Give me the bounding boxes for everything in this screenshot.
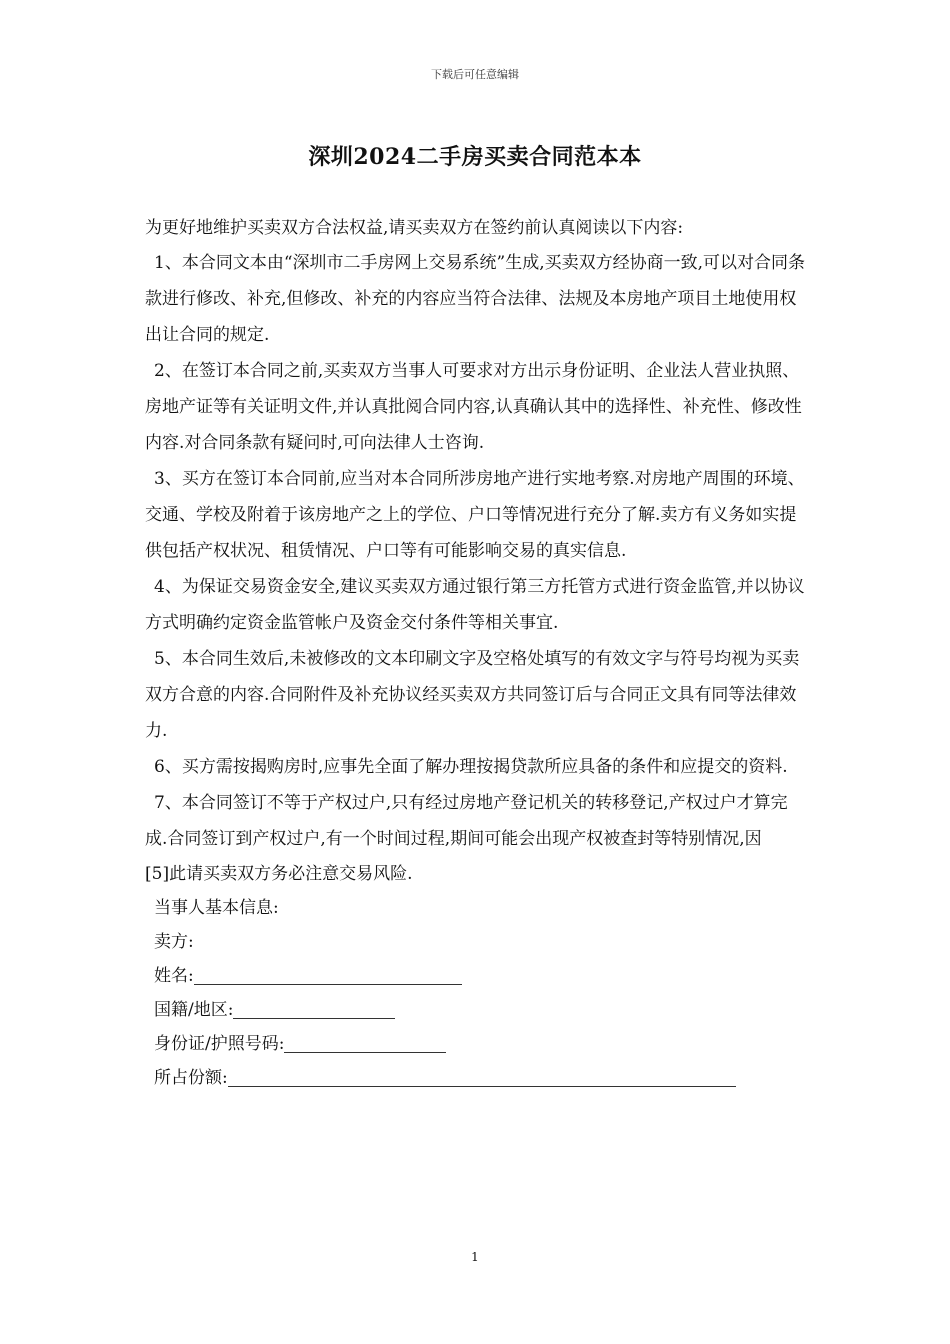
- seller-heading: [145, 925, 810, 959]
- page-header: 下载后可任意编辑: [431, 68, 519, 81]
- share-row: [145, 1061, 810, 1095]
- seller-label: 卖方:: [154, 932, 194, 952]
- party-info-heading: [145, 891, 810, 925]
- clause-7: 7、本合同签订不等于产权过户,只有经过房地产登记机关的转移登记,产权过户才算完成.合同签订到产权过户,有一个时间过程,期间可能会出现产权被查封等特别情况,因: [145, 793, 788, 849]
- share-field[interactable]: [228, 1066, 736, 1087]
- nationality-row: [145, 993, 810, 1027]
- nationality-label: 国籍/地区:: [154, 1000, 234, 1020]
- name-label: 姓名:: [154, 966, 194, 986]
- clause-6: 6、买方需按揭购房时,应事先全面了解办理按揭贷款所应具备的条件和应提交的资料.: [154, 757, 788, 777]
- clause-3: 3、买方在签订本合同前,应当对本合同所涉房地产进行实地考察.对房地产周围的环境、交通、学校及附着于该房地产之上的学位、户口等情况进行充分了解.卖方有义务如实提供包括产权状况、租赁情况、户口等有可能影响交易的真实信息.: [145, 469, 805, 561]
- id-row: [145, 1027, 810, 1061]
- page-number: 1: [471, 1250, 479, 1264]
- clause-1: 1、本合同文本由“深圳市二手房网上交易系统”生成,买卖双方经协商一致,可以对合同条款进行修改、补充,但修改、补充的内容应当符合法律、法规及本房地产项目土地使用权出让合同的规定.: [145, 253, 806, 345]
- party-info-label: 当事人基本信息:: [154, 898, 279, 918]
- clause-5: 5、本合同生效后,未被修改的文本印刷文字及空格处填写的有效文字与符号均视为买卖双方合意的内容.合同附件及补充协议经买卖双方共同签订后与合同正文具有同等法律效力.: [145, 649, 800, 741]
- nationality-field[interactable]: [233, 998, 395, 1019]
- id-label: 身份证/护照号码:: [154, 1034, 285, 1054]
- name-row: [145, 959, 810, 993]
- document-body: [145, 211, 810, 1095]
- name-field[interactable]: [194, 964, 462, 985]
- clause-2: 2、在签订本合同之前,买卖双方当事人可要求对方出示身份证明、企业法人营业执照、房地产证等有关证明文件,并认真批阅合同内容,认真确认其中的选择性、补充性、修改性内容.对合同条款有疑问时,可向法律人士咨询.: [145, 361, 802, 453]
- share-label: 所占份额:: [154, 1068, 228, 1088]
- clause-4: 4、为保证交易资金安全,建议买卖双方通过银行第三方托管方式进行资金监管,并以协议方式明确约定资金监管帐户及资金交付条件等相关事宜.: [145, 577, 805, 633]
- document-title: 深圳2024二手房买卖合同范本本: [308, 144, 642, 170]
- risk-notice: [5]此请买卖双方务必注意交易风险.: [145, 864, 413, 884]
- intro-paragraph: 为更好地维护买卖双方合法权益,请买卖双方在签约前认真阅读以下内容:: [145, 218, 684, 238]
- id-field[interactable]: [284, 1032, 446, 1053]
